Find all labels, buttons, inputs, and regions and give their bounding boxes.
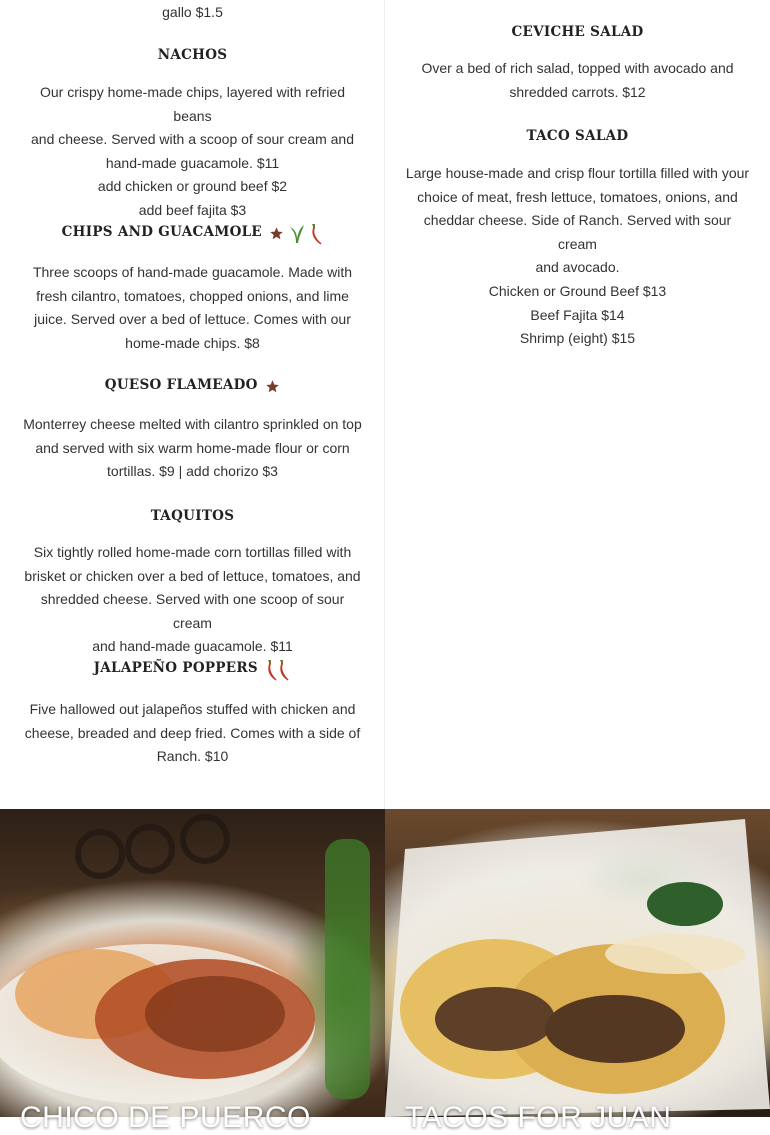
menu-item-icons bbox=[269, 223, 323, 245]
price-option-line: Beef Fajita $14 bbox=[530, 306, 625, 323]
menu-item-description bbox=[20, 541, 365, 659]
left-menu-column bbox=[0, 0, 385, 809]
description-line: choice of meat, fresh lettuce, tomatoes, onions, and bbox=[417, 188, 738, 205]
carryover-price-text: gallo $1.5 bbox=[162, 4, 223, 20]
description-line: shredded cheese. Served with one scoop of sour cream bbox=[40, 591, 345, 631]
menu-item-title: QUESO FLAMEADO bbox=[104, 377, 258, 393]
menu-item-title: JALAPEÑO POPPERS bbox=[93, 660, 258, 676]
menu-item-title: TAQUITOS bbox=[150, 508, 235, 524]
description-line: cheese, breaded and deep fried. Comes with a side of bbox=[24, 724, 361, 741]
description-line: shredded carrots. $12 bbox=[509, 83, 646, 100]
photo-caption: TACOS FOR JUAN bbox=[405, 1101, 672, 1134]
menu-item-description bbox=[20, 698, 365, 769]
menu-item-description bbox=[20, 81, 365, 223]
menu-item-icons bbox=[265, 659, 291, 681]
menu-item-icons bbox=[265, 378, 280, 396]
description-line: Six tightly rolled home-made corn tortillas filled with bbox=[33, 544, 352, 560]
description-line: fresh cilantro, tomatoes, chopped onions, and lime bbox=[36, 287, 349, 304]
menu-item-taco-salad bbox=[405, 126, 750, 146]
description-line: and avocado. bbox=[535, 259, 620, 276]
star-icon bbox=[265, 379, 280, 394]
description-line: and served with six warm home-made flour or corn bbox=[35, 439, 350, 456]
pork-dish-photo-tile[interactable] bbox=[0, 809, 385, 1134]
description-line: juice. Served over a bed of lettuce. Comes with our bbox=[34, 311, 351, 328]
tacos-photo-tile[interactable] bbox=[385, 809, 770, 1134]
menu-item-description bbox=[405, 162, 750, 351]
description-line: Ranch. $10 bbox=[156, 748, 229, 765]
description-line: Three scoops of hand-made guacamole. Made with bbox=[32, 264, 353, 280]
menu-item-description bbox=[20, 261, 365, 355]
double-chili-pepper-icon bbox=[265, 659, 291, 681]
menu-item-title: CHIPS AND GUACAMOLE bbox=[61, 224, 263, 240]
description-line: brisket or chicken over a bed of lettuce, tomatoes, and bbox=[24, 567, 361, 584]
description-line: hand-made guacamole. $11 bbox=[105, 154, 280, 171]
menu-item-ceviche-salad bbox=[405, 22, 750, 42]
menu-item-chips-and-guacamole bbox=[20, 222, 365, 245]
description-line: add chicken or ground beef $2 bbox=[97, 178, 288, 195]
star-icon bbox=[269, 226, 284, 241]
menu-item-title: NACHOS bbox=[157, 47, 228, 63]
pork-dish-photo bbox=[0, 809, 385, 1117]
description-line: cheddar cheese. Side of Ranch. Served with sour cream bbox=[423, 212, 732, 252]
description-line: and hand-made guacamole. $11 bbox=[92, 638, 293, 655]
description-line: tortillas. $9 | add chorizo $3 bbox=[107, 463, 278, 480]
description-line: home-made chips. $8 bbox=[125, 334, 260, 351]
chili-pepper-icon bbox=[309, 223, 323, 245]
description-line: Over a bed of rich salad, topped with avocado and bbox=[421, 60, 734, 76]
menu-item-queso-flameado bbox=[20, 375, 365, 396]
description-line: Monterrey cheese melted with cilantro sprinkled on top bbox=[23, 416, 362, 432]
description-line: add beef fajita $3 bbox=[138, 201, 247, 218]
description-line: Our crispy home-made chips, layered with refried beans bbox=[39, 84, 345, 124]
right-menu-column bbox=[385, 0, 770, 809]
tacos-photo bbox=[385, 809, 770, 1117]
menu-item-nachos bbox=[20, 45, 365, 65]
menu-item-taquitos bbox=[20, 506, 365, 526]
photo-caption: CHICO DE PUERCO bbox=[20, 1101, 311, 1134]
menu-item-jalapeno-poppers bbox=[20, 658, 365, 681]
description-line: Five hallowed out jalapeños stuffed with chicken and bbox=[29, 701, 356, 717]
price-option-line: Shrimp (eight) $15 bbox=[519, 330, 636, 347]
menu-item-title: TACO SALAD bbox=[526, 128, 629, 144]
description-line: Large house-made and crisp flour tortilla filled with your bbox=[405, 165, 750, 181]
vegetarian-leaf-icon bbox=[289, 224, 305, 244]
menu-item-description bbox=[20, 413, 365, 484]
description-line: and cheese. Served with a scoop of sour cream and bbox=[31, 131, 354, 148]
price-option-line: Chicken or Ground Beef $13 bbox=[488, 282, 667, 299]
menu-item-title: CEVICHE SALAD bbox=[511, 24, 644, 40]
menu-item-description bbox=[405, 57, 750, 104]
